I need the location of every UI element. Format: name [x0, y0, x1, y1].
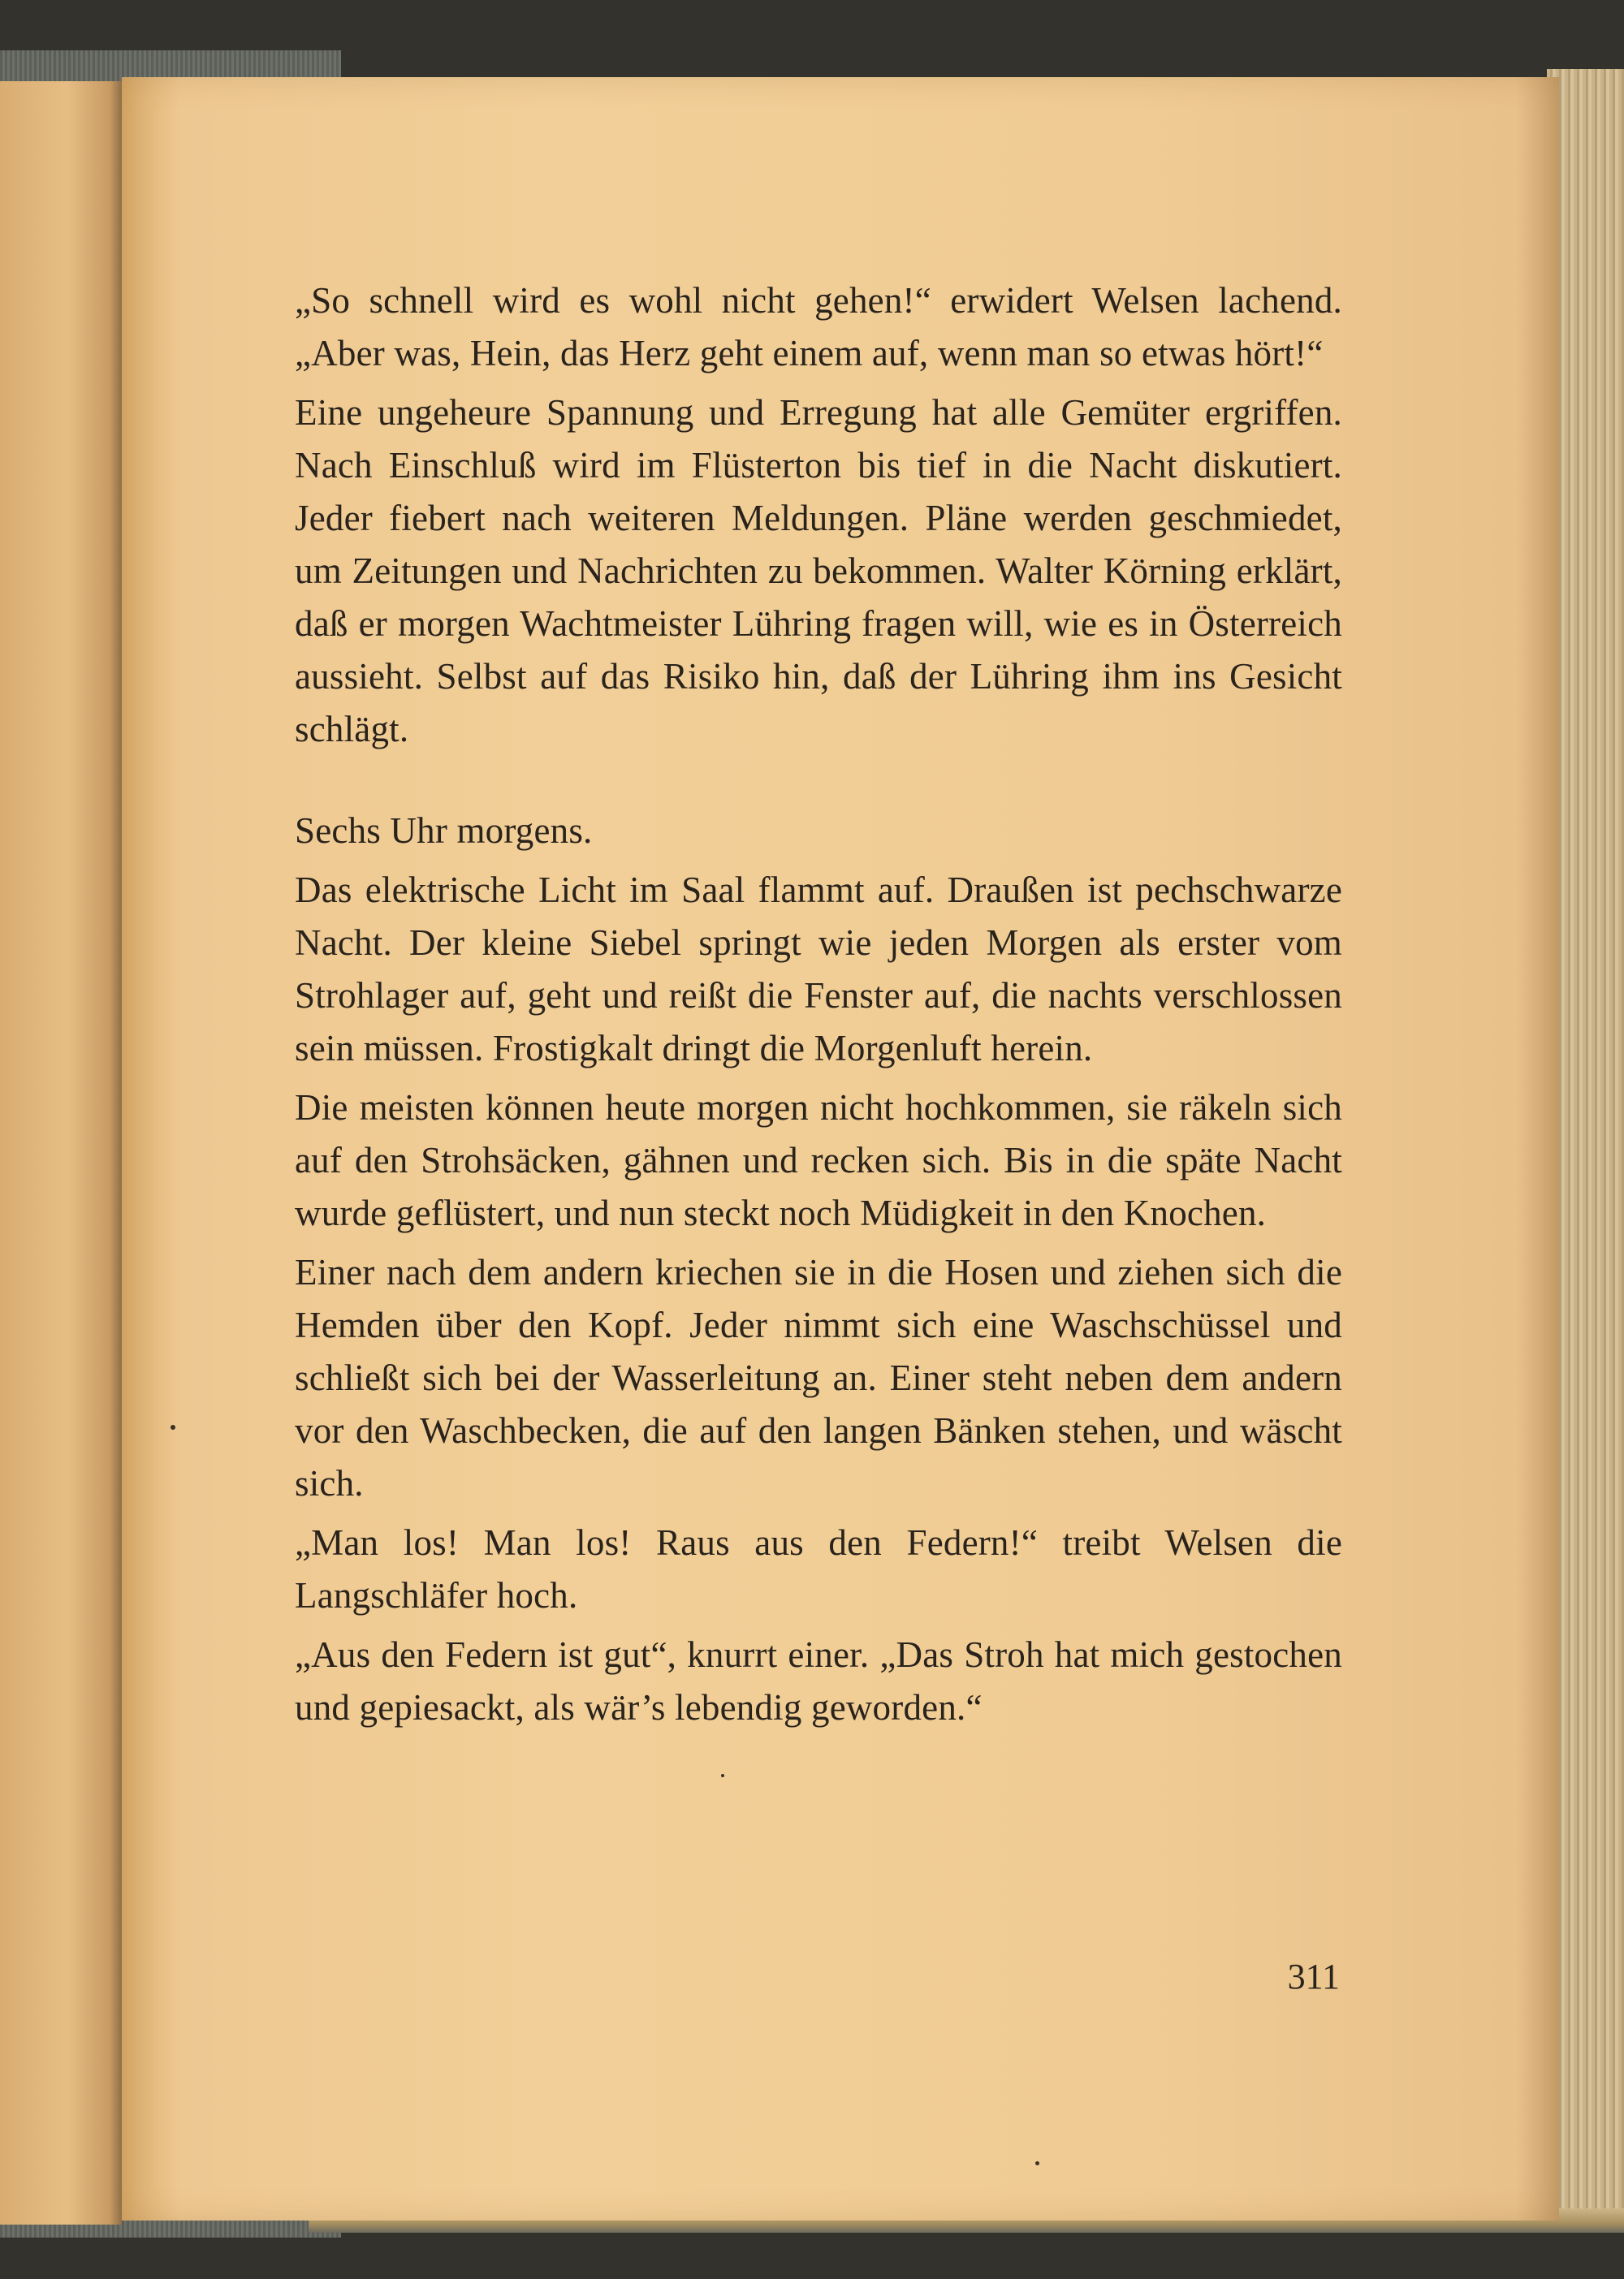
- paragraph: „Aus den Federn ist gut“, knurrt einer. „Das Stroh hat mich gestochen und gepiesackt, als wär’s lebendig geworden.“: [295, 1634, 1342, 1728]
- paragraph: Eine ungeheure Spannung und Erregung hat alle Gemüter ergriffen. Nach Einschluß wird im Flüsterton bis tief in die Nacht diskutiert. Jeder fiebert nach weiteren Meldungen. Pläne werden geschmiedet, um Zeitungen und Nachrichten zu bekommen. Walter Körning erklärt, daß er morgen Wachtmeister Lühring fragen will, wie es in Österreich aussieht. Selbst auf das Risiko hin, daß der Lühring ihm ins Gesicht schlägt.: [295, 392, 1342, 749]
- page-text: [295, 274, 1342, 1741]
- paragraph: „Man los! Man los! Raus aus den Federn!“ treibt Welsen die Langschläfer hoch.: [295, 1522, 1342, 1616]
- paragraph: Die meisten können heute morgen nicht hochkommen, sie räkeln sich auf den Strohsäcken, gähnen und recken sich. Bis in die späte Nacht wurde geflüstert, und nun steckt noch Müdigkeit in den Knochen.: [295, 1087, 1342, 1233]
- paper-speck: [1035, 2161, 1039, 2165]
- paragraph: Das elektrische Licht im Saal flammt auf. Draußen ist pechschwarze Nacht. Der kleine Siebel springt wie jeden Morgen als erster vom Strohlager auf, geht und reißt die Fenster auf, die nachts verschlossen sein müssen. Frostigkalt dringt die Morgenluft herein.: [295, 870, 1342, 1068]
- paper-speck: [171, 1425, 175, 1430]
- paper-speck: [721, 1774, 724, 1777]
- page-number: 311: [1287, 1957, 1340, 1996]
- paragraph: Einer nach dem andern kriechen sie in die Hosen und ziehen sich die Hemden über den Kopf. Jeder nimmt sich eine Waschschüssel und schließt sich bei der Wasserleitung an. Einer steht neben dem andern vor den Waschbecken, die auf den langen Bänken stehen, und wäscht sich.: [295, 1252, 1342, 1504]
- paragraph: „So schnell wird es wohl nicht gehen!“ erwidert Welsen lachend. „Aber was, Hein, das Herz geht einem auf, wenn man so etwas hört!“: [295, 280, 1342, 373]
- left-page-edge: [0, 81, 122, 2225]
- section-heading: Sechs Uhr morgens.: [295, 810, 593, 851]
